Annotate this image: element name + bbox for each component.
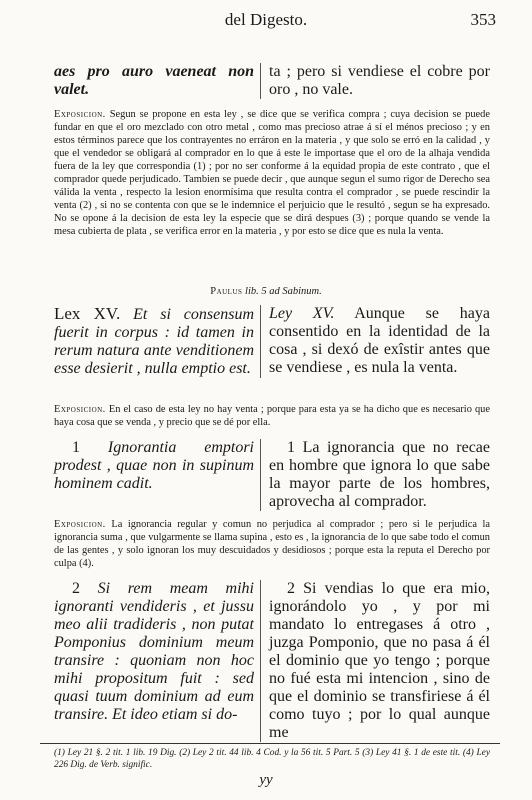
section-number: 2	[72, 580, 80, 597]
section-number: 1	[72, 439, 80, 456]
spanish-column: ta ; pero si vendiese el cobre por oro , no vale.	[269, 63, 490, 98]
exposicion-text: Segun se propone en esta ley , se dice que se verifica compra ; cuya decision se puede fundar en que el oro mezclado con otro metal , como mas precioso atrae á sí el ménos precioso ; y en estos términos parece que los contrayentes no erráron en la materia , y que solo se erró en la calidad , y que el vendedor se obligará al comprador en lo que á este le importase que el oro de la alhaja vendida fuera de la ley que correspondia (1) ; por no ser conforme á la equidad propia de este contrato , que el comprador quede perjudicado. Tambien se puede decir , que aunque segun el sumo rigor de Derecho sea válida la venta , respecto la lesion enormísima que resulta contra el comprador , se puede rescindir la venta (2) , si no se contenta con que se le indemnice el perjuicio que le resultó , segun se ha expresado. No se opone á la decision de esta ley la especie que se dirá despues (3) ; porque quando se vende la mesa cubierta de plata , se verifica error en la materia , y por esto se dice que es nula la venta.	[54, 109, 490, 237]
footnote-rule	[40, 743, 500, 744]
spanish-column	[261, 305, 490, 378]
section-number: 2	[287, 580, 295, 597]
lex-15-block	[54, 305, 490, 378]
latin-column	[54, 580, 261, 742]
footnotes: (1) Ley 21 §. 2 tit. 1 lib. 19 Dig. (2) Ley 2 tit. 44 lib. 4 Cod. y la 56 tit. 5 Part. 5 (3) Ley 41 §. 1 de este tit. (4) Ley 226 Dig. de Verb. signific.	[54, 748, 490, 770]
spanish-column	[261, 580, 490, 742]
section-1-block	[54, 439, 490, 511]
lex-heading: Lex XV.	[54, 304, 121, 323]
exposicion-text: La ignorancia regular y comun no perjudica al comprador ; pero si le perjudica la ignorancia suma , que vulgarmente se llama supina , esto es , la ignorancia de lo que sabe todo el comun de las gentes , y solo ignoran los muy descuidados y desidiosos ; porque esta la reputa el Derecho por culpa (4).	[54, 519, 490, 569]
spanish-text: Aunque se haya consentido en la identidad de la cosa , si dexó de exîstir antes que se vendiese , es nula la venta.	[269, 305, 490, 376]
signature-mark: yy	[259, 772, 273, 788]
exposicion-paragraph-2	[54, 403, 490, 429]
latin-text: Et si consensum fuerit in corpus : id tamen in rerum natura ante venditionem esse desierit , nulla emptio est.	[54, 306, 255, 377]
section-number: 1	[287, 439, 295, 456]
source-reference: lib. 5 ad Sabinum.	[245, 286, 322, 297]
source-attribution	[0, 286, 532, 297]
exposicion-label: Exposicion.	[54, 519, 106, 530]
spanish-column	[261, 439, 490, 511]
ley-heading: Ley XV.	[269, 305, 335, 322]
latin-column: aes pro auro vaeneat non valet.	[54, 63, 261, 99]
latin-text: Ignorantia emptori prodest , quae non in supinum hominem cadit.	[54, 439, 254, 492]
spanish-text: La ignorancia que no recae en hombre que ignora lo que sabe la mayor parte de los hombres, aprovecha al comprador.	[269, 439, 491, 510]
exposicion-label: Exposicion.	[54, 404, 106, 415]
spanish-text: Si vendias lo que era mio, ignorándolo yo , y por mi mandato lo entregases á otro , juzga Pomponio, que no pasa á él el dominio que yo tengo ; porque no fué esta mi intencion , sino de que el dominio se transfiriese á él como tuyo ; por lo qual aunque me	[269, 580, 491, 741]
section-2-block	[54, 580, 490, 742]
exposicion-text: En el caso de esta ley no hay venta ; porque para esta ya se ha dicho que es necesario que haya cosa que se venda , y precio que se dé por ella.	[54, 404, 490, 428]
parallel-text-block-1	[54, 63, 490, 99]
latin-text: Si rem meam mihi ignoranti vendideris , et jussu meo alii tradideris , non putat Pomponius dominium meum transire : quoniam non hoc mihi propositum fuit : sed quasi tuum dominium ad eum transire. Et ideo etiam si do-	[54, 580, 255, 723]
latin-column	[54, 305, 261, 378]
running-header-title: del Digesto.	[224, 10, 308, 29]
exposicion-paragraph-3	[54, 518, 490, 570]
latin-column	[54, 439, 261, 511]
page-number: 353	[470, 10, 496, 29]
exposicion-label: Exposicion.	[54, 109, 106, 120]
exposicion-paragraph-1	[54, 108, 490, 238]
source-author: Paulus	[210, 286, 243, 297]
